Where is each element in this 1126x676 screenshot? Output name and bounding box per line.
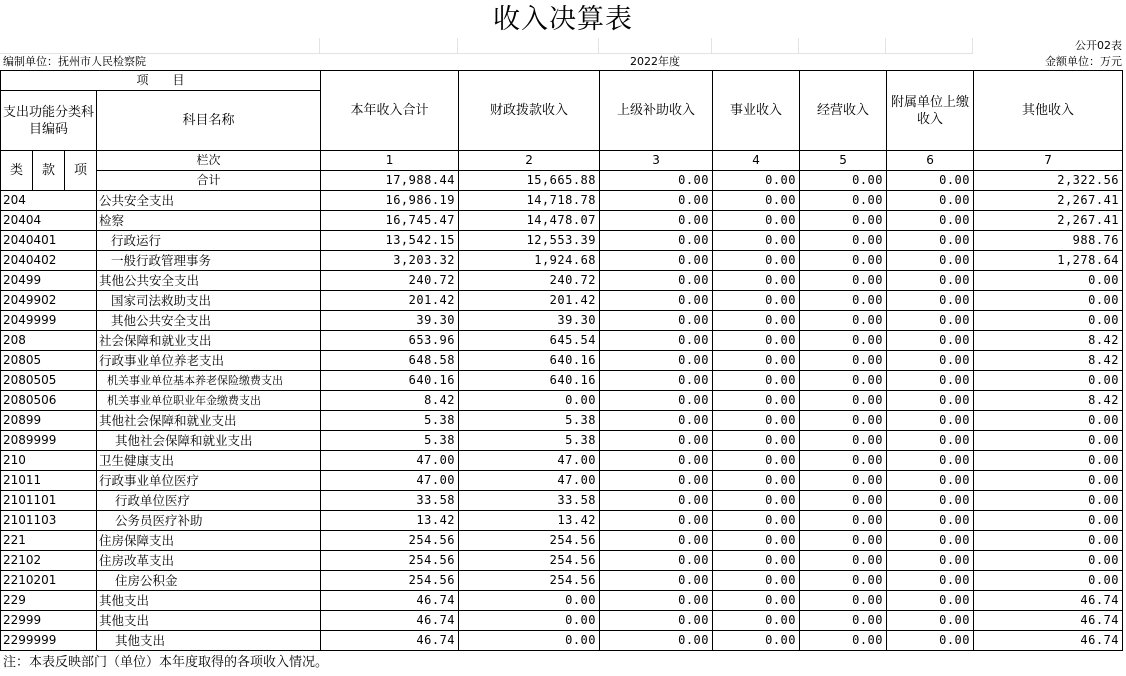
cell-value: 0.00 bbox=[887, 371, 974, 391]
footnote: 注：本表反映部门（单位）本年度取得的各项收入情况。 bbox=[3, 655, 329, 670]
cell-value: 0.00 bbox=[974, 471, 1123, 491]
table-row bbox=[1, 391, 1123, 411]
cell-value: 0.00 bbox=[887, 271, 974, 291]
cell-value: 33.58 bbox=[459, 491, 600, 511]
table-row bbox=[1, 251, 1123, 271]
table-row bbox=[1, 591, 1123, 611]
subject-name: 行政单位医疗 bbox=[97, 491, 321, 511]
table-row bbox=[1, 631, 1123, 651]
cell-value: 0.00 bbox=[459, 611, 600, 631]
cell-value: 0.00 bbox=[887, 451, 974, 471]
cell-value: 46.74 bbox=[321, 611, 459, 631]
subject-code: 208 bbox=[1, 331, 97, 351]
subject-name: 其他公共安全支出 bbox=[97, 311, 321, 331]
cell-value: 47.00 bbox=[459, 451, 600, 471]
cell-value: 0.00 bbox=[800, 271, 887, 291]
table-row bbox=[1, 471, 1123, 491]
cell-value: 0.00 bbox=[713, 251, 800, 271]
cell-value: 0.00 bbox=[887, 531, 974, 551]
cell-value: 240.72 bbox=[459, 271, 600, 291]
cell-value: 254.56 bbox=[321, 571, 459, 591]
cell-value: 47.00 bbox=[321, 451, 459, 471]
total-value: 0.00 bbox=[800, 171, 887, 191]
fiscal-year: 2022年度 bbox=[630, 55, 680, 68]
col-num: 4 bbox=[713, 151, 800, 171]
cell-value: 0.00 bbox=[713, 391, 800, 411]
col-num: 6 bbox=[887, 151, 974, 171]
cell-value: 0.00 bbox=[600, 451, 713, 471]
subject-name: 其他公共安全支出 bbox=[97, 271, 321, 291]
cell-value: 0.00 bbox=[887, 311, 974, 331]
xiang-header: 项 bbox=[65, 151, 97, 191]
cell-value: 0.00 bbox=[800, 351, 887, 371]
cell-value: 0.00 bbox=[800, 371, 887, 391]
cell-value: 1,278.64 bbox=[974, 251, 1123, 271]
cell-value: 0.00 bbox=[459, 391, 600, 411]
table-row bbox=[1, 211, 1123, 231]
cell-value: 8.42 bbox=[974, 331, 1123, 351]
table-row bbox=[1, 351, 1123, 371]
cell-value: 0.00 bbox=[459, 631, 600, 651]
subject-name: 住房保障支出 bbox=[97, 531, 321, 551]
cell-value: 12,553.39 bbox=[459, 231, 600, 251]
col-header-operating: 经营收入 bbox=[800, 71, 887, 151]
cell-value: 0.00 bbox=[713, 491, 800, 511]
form-number: 公开02表 bbox=[1075, 39, 1122, 52]
cell-value: 648.58 bbox=[321, 351, 459, 371]
cell-value: 8.42 bbox=[974, 391, 1123, 411]
cell-value: 0.00 bbox=[800, 571, 887, 591]
income-table bbox=[0, 70, 1123, 651]
cell-value: 0.00 bbox=[713, 451, 800, 471]
subject-code: 2080506 bbox=[1, 391, 97, 411]
cell-value: 201.42 bbox=[459, 291, 600, 311]
cell-value: 988.76 bbox=[974, 231, 1123, 251]
subject-name: 其他支出 bbox=[97, 631, 321, 651]
table-row bbox=[1, 411, 1123, 431]
cell-value: 0.00 bbox=[800, 191, 887, 211]
cell-value: 0.00 bbox=[800, 471, 887, 491]
cell-value: 33.58 bbox=[321, 491, 459, 511]
cell-value: 0.00 bbox=[713, 551, 800, 571]
subject-code: 2040402 bbox=[1, 251, 97, 271]
cell-value: 0.00 bbox=[800, 631, 887, 651]
cell-value: 0.00 bbox=[887, 211, 974, 231]
cell-value: 640.16 bbox=[321, 371, 459, 391]
cell-value: 0.00 bbox=[800, 531, 887, 551]
cell-value: 254.56 bbox=[459, 571, 600, 591]
subject-name: 公务员医疗补助 bbox=[97, 511, 321, 531]
cell-value: 0.00 bbox=[600, 291, 713, 311]
cell-value: 0.00 bbox=[800, 391, 887, 411]
table-row bbox=[1, 491, 1123, 511]
cell-value: 13.42 bbox=[321, 511, 459, 531]
cell-value: 0.00 bbox=[887, 251, 974, 271]
subject-code: 2080505 bbox=[1, 371, 97, 391]
compiling-unit: 编制单位：抚州市人民检察院 bbox=[3, 55, 146, 68]
subject-code: 229 bbox=[1, 591, 97, 611]
cell-value: 16,986.19 bbox=[321, 191, 459, 211]
subject-name: 机关事业单位职业年金缴费支出 bbox=[97, 391, 321, 411]
subject-name: 社会保障和就业支出 bbox=[97, 331, 321, 351]
cell-value: 0.00 bbox=[600, 351, 713, 371]
subject-code: 2101103 bbox=[1, 511, 97, 531]
cell-value: 0.00 bbox=[800, 411, 887, 431]
col-num: 3 bbox=[600, 151, 713, 171]
cell-value: 0.00 bbox=[713, 531, 800, 551]
cell-value: 47.00 bbox=[321, 471, 459, 491]
subject-code: 20404 bbox=[1, 211, 97, 231]
total-value: 17,988.44 bbox=[321, 171, 459, 191]
lanci-label: 栏次 bbox=[97, 151, 321, 171]
cell-value: 0.00 bbox=[800, 211, 887, 231]
cell-value: 0.00 bbox=[800, 611, 887, 631]
cell-value: 39.30 bbox=[321, 311, 459, 331]
cell-value: 645.54 bbox=[459, 331, 600, 351]
table-row bbox=[1, 191, 1123, 211]
cell-value: 0.00 bbox=[713, 311, 800, 331]
subject-code: 21011 bbox=[1, 471, 97, 491]
cell-value: 0.00 bbox=[800, 331, 887, 351]
amount-unit: 金额单位：万元 bbox=[1045, 55, 1122, 68]
cell-value: 13.42 bbox=[459, 511, 600, 531]
cell-value: 0.00 bbox=[713, 191, 800, 211]
cell-value: 0.00 bbox=[600, 211, 713, 231]
table-row bbox=[1, 311, 1123, 331]
cell-value: 0.00 bbox=[713, 511, 800, 531]
col-header-superior: 上级补助收入 bbox=[600, 71, 713, 151]
cell-value: 8.42 bbox=[974, 351, 1123, 371]
col-header-fiscal: 财政拨款收入 bbox=[459, 71, 600, 151]
cell-value: 1,924.68 bbox=[459, 251, 600, 271]
total-label: 合计 bbox=[97, 171, 321, 191]
cell-value: 0.00 bbox=[974, 271, 1123, 291]
subject-name: 其他社会保障和就业支出 bbox=[97, 411, 321, 431]
cell-value: 0.00 bbox=[800, 491, 887, 511]
col-header-total: 本年收入合计 bbox=[321, 71, 459, 151]
cell-value: 0.00 bbox=[974, 571, 1123, 591]
cell-value: 0.00 bbox=[887, 591, 974, 611]
cell-value: 0.00 bbox=[974, 371, 1123, 391]
table-row bbox=[1, 531, 1123, 551]
cell-value: 14,478.07 bbox=[459, 211, 600, 231]
cell-value: 0.00 bbox=[713, 471, 800, 491]
table-row bbox=[1, 371, 1123, 391]
subject-name: 公共安全支出 bbox=[97, 191, 321, 211]
cell-value: 254.56 bbox=[459, 531, 600, 551]
cell-value: 0.00 bbox=[887, 191, 974, 211]
col-num: 1 bbox=[321, 151, 459, 171]
total-value: 2,322.56 bbox=[974, 171, 1123, 191]
col-header-other: 其他收入 bbox=[974, 71, 1123, 151]
cell-value: 0.00 bbox=[974, 291, 1123, 311]
cell-value: 0.00 bbox=[887, 391, 974, 411]
lei-header: 类 bbox=[1, 151, 33, 191]
cell-value: 0.00 bbox=[800, 311, 887, 331]
cell-value: 39.30 bbox=[459, 311, 600, 331]
col-header-business: 事业收入 bbox=[713, 71, 800, 151]
table-row bbox=[1, 331, 1123, 351]
cell-value: 0.00 bbox=[600, 531, 713, 551]
subject-name: 行政事业单位养老支出 bbox=[97, 351, 321, 371]
subject-name: 国家司法救助支出 bbox=[97, 291, 321, 311]
subject-code: 210 bbox=[1, 451, 97, 471]
cell-value: 0.00 bbox=[974, 551, 1123, 571]
cell-value: 640.16 bbox=[459, 351, 600, 371]
subject-code: 2049999 bbox=[1, 311, 97, 331]
cell-value: 0.00 bbox=[600, 431, 713, 451]
cell-value: 0.00 bbox=[887, 551, 974, 571]
subject-code: 22102 bbox=[1, 551, 97, 571]
cell-value: 0.00 bbox=[800, 231, 887, 251]
cell-value: 0.00 bbox=[713, 271, 800, 291]
cell-value: 46.74 bbox=[974, 611, 1123, 631]
cell-value: 0.00 bbox=[800, 431, 887, 451]
cell-value: 2,267.41 bbox=[974, 211, 1123, 231]
table-row bbox=[1, 571, 1123, 591]
cell-value: 0.00 bbox=[713, 591, 800, 611]
cell-value: 640.16 bbox=[459, 371, 600, 391]
table-row bbox=[1, 451, 1123, 471]
total-value: 0.00 bbox=[600, 171, 713, 191]
col-num: 5 bbox=[800, 151, 887, 171]
code-header: 支出功能分类科目编码 bbox=[1, 91, 97, 151]
cell-value: 0.00 bbox=[713, 631, 800, 651]
cell-value: 0.00 bbox=[600, 491, 713, 511]
subject-code: 20499 bbox=[1, 271, 97, 291]
cell-value: 0.00 bbox=[800, 591, 887, 611]
total-value: 15,665.88 bbox=[459, 171, 600, 191]
cell-value: 8.42 bbox=[321, 391, 459, 411]
subject-name: 行政事业单位医疗 bbox=[97, 471, 321, 491]
subject-code: 2210201 bbox=[1, 571, 97, 591]
cell-value: 0.00 bbox=[887, 571, 974, 591]
subject-code: 2101101 bbox=[1, 491, 97, 511]
cell-value: 0.00 bbox=[887, 231, 974, 251]
cell-value: 0.00 bbox=[887, 491, 974, 511]
cell-value: 0.00 bbox=[887, 431, 974, 451]
cell-value: 0.00 bbox=[800, 511, 887, 531]
cell-value: 0.00 bbox=[713, 571, 800, 591]
subject-code: 2089999 bbox=[1, 431, 97, 451]
cell-value: 13,542.15 bbox=[321, 231, 459, 251]
cell-value: 0.00 bbox=[887, 411, 974, 431]
col-num: 2 bbox=[459, 151, 600, 171]
subject-code: 22999 bbox=[1, 611, 97, 631]
cell-value: 0.00 bbox=[600, 371, 713, 391]
cell-value: 0.00 bbox=[713, 351, 800, 371]
cell-value: 46.74 bbox=[974, 631, 1123, 651]
cell-value: 0.00 bbox=[600, 311, 713, 331]
cell-value: 0.00 bbox=[887, 631, 974, 651]
subject-name: 行政运行 bbox=[97, 231, 321, 251]
cell-value: 254.56 bbox=[459, 551, 600, 571]
name-header: 科目名称 bbox=[97, 91, 321, 151]
cell-value: 0.00 bbox=[887, 331, 974, 351]
subject-code: 2299999 bbox=[1, 631, 97, 651]
cell-value: 0.00 bbox=[800, 291, 887, 311]
cell-value: 0.00 bbox=[887, 471, 974, 491]
cell-value: 0.00 bbox=[974, 431, 1123, 451]
subject-name: 其他支出 bbox=[97, 591, 321, 611]
cell-value: 0.00 bbox=[713, 371, 800, 391]
col-header-affiliated: 附属单位上缴收入 bbox=[887, 71, 974, 151]
table-row bbox=[1, 271, 1123, 291]
cell-value: 254.56 bbox=[321, 531, 459, 551]
cell-value: 16,745.47 bbox=[321, 211, 459, 231]
table-row bbox=[1, 231, 1123, 251]
subject-name: 一般行政管理事务 bbox=[97, 251, 321, 271]
subject-code: 221 bbox=[1, 531, 97, 551]
cell-value: 0.00 bbox=[600, 551, 713, 571]
table-row bbox=[1, 431, 1123, 451]
cell-value: 0.00 bbox=[800, 251, 887, 271]
cell-value: 2,267.41 bbox=[974, 191, 1123, 211]
subject-code: 20805 bbox=[1, 351, 97, 371]
cell-value: 5.38 bbox=[459, 431, 600, 451]
cell-value: 0.00 bbox=[600, 571, 713, 591]
cell-value: 0.00 bbox=[887, 351, 974, 371]
cell-value: 46.74 bbox=[321, 631, 459, 651]
cell-value: 0.00 bbox=[974, 411, 1123, 431]
total-value: 0.00 bbox=[887, 171, 974, 191]
subject-code: 204 bbox=[1, 191, 97, 211]
cell-value: 0.00 bbox=[600, 391, 713, 411]
cell-value: 0.00 bbox=[600, 231, 713, 251]
cell-value: 5.38 bbox=[459, 411, 600, 431]
cell-value: 240.72 bbox=[321, 271, 459, 291]
col-num: 7 bbox=[974, 151, 1123, 171]
cell-value: 0.00 bbox=[800, 451, 887, 471]
cell-value: 0.00 bbox=[713, 291, 800, 311]
cell-value: 0.00 bbox=[974, 451, 1123, 471]
cell-value: 0.00 bbox=[713, 231, 800, 251]
subject-name: 住房改革支出 bbox=[97, 551, 321, 571]
cell-value: 0.00 bbox=[600, 631, 713, 651]
cell-value: 46.74 bbox=[321, 591, 459, 611]
cell-value: 14,718.78 bbox=[459, 191, 600, 211]
cell-value: 0.00 bbox=[974, 531, 1123, 551]
cell-value: 0.00 bbox=[600, 271, 713, 291]
item-group-header: 项 目 bbox=[1, 71, 321, 91]
cell-value: 46.74 bbox=[974, 591, 1123, 611]
subject-code: 2040401 bbox=[1, 231, 97, 251]
cell-value: 0.00 bbox=[974, 491, 1123, 511]
cell-value: 0.00 bbox=[600, 611, 713, 631]
subject-name: 机关事业单位基本养老保险缴费支出 bbox=[97, 371, 321, 391]
subject-code: 2049902 bbox=[1, 291, 97, 311]
cell-value: 0.00 bbox=[713, 211, 800, 231]
page-title: 收入决算表 bbox=[493, 4, 633, 35]
subject-name: 其他支出 bbox=[97, 611, 321, 631]
cell-value: 0.00 bbox=[713, 331, 800, 351]
cell-value: 0.00 bbox=[713, 611, 800, 631]
cell-value: 3,203.32 bbox=[321, 251, 459, 271]
subject-code: 20899 bbox=[1, 411, 97, 431]
subject-name: 卫生健康支出 bbox=[97, 451, 321, 471]
empty-grid-area bbox=[0, 38, 1126, 70]
cell-value: 0.00 bbox=[974, 311, 1123, 331]
cell-value: 0.00 bbox=[600, 191, 713, 211]
cell-value: 201.42 bbox=[321, 291, 459, 311]
cell-value: 0.00 bbox=[600, 471, 713, 491]
cell-value: 254.56 bbox=[321, 551, 459, 571]
cell-value: 47.00 bbox=[459, 471, 600, 491]
cell-value: 0.00 bbox=[600, 591, 713, 611]
cell-value: 0.00 bbox=[800, 551, 887, 571]
kuan-header: 款 bbox=[33, 151, 65, 191]
cell-value: 0.00 bbox=[887, 511, 974, 531]
subject-name: 其他社会保障和就业支出 bbox=[97, 431, 321, 451]
cell-value: 0.00 bbox=[600, 251, 713, 271]
cell-value: 653.96 bbox=[321, 331, 459, 351]
cell-value: 0.00 bbox=[600, 511, 713, 531]
cell-value: 0.00 bbox=[713, 411, 800, 431]
cell-value: 0.00 bbox=[974, 511, 1123, 531]
total-value: 0.00 bbox=[713, 171, 800, 191]
cell-value: 0.00 bbox=[713, 431, 800, 451]
table-row bbox=[1, 551, 1123, 571]
cell-value: 0.00 bbox=[600, 331, 713, 351]
cell-value: 0.00 bbox=[600, 411, 713, 431]
table-row bbox=[1, 291, 1123, 311]
cell-value: 5.38 bbox=[321, 431, 459, 451]
table-row bbox=[1, 511, 1123, 531]
cell-value: 0.00 bbox=[887, 291, 974, 311]
cell-value: 0.00 bbox=[887, 611, 974, 631]
cell-value: 5.38 bbox=[321, 411, 459, 431]
table-row bbox=[1, 611, 1123, 631]
subject-name: 住房公积金 bbox=[97, 571, 321, 591]
cell-value: 0.00 bbox=[459, 591, 600, 611]
total-row bbox=[1, 171, 1123, 191]
subject-name: 检察 bbox=[97, 211, 321, 231]
